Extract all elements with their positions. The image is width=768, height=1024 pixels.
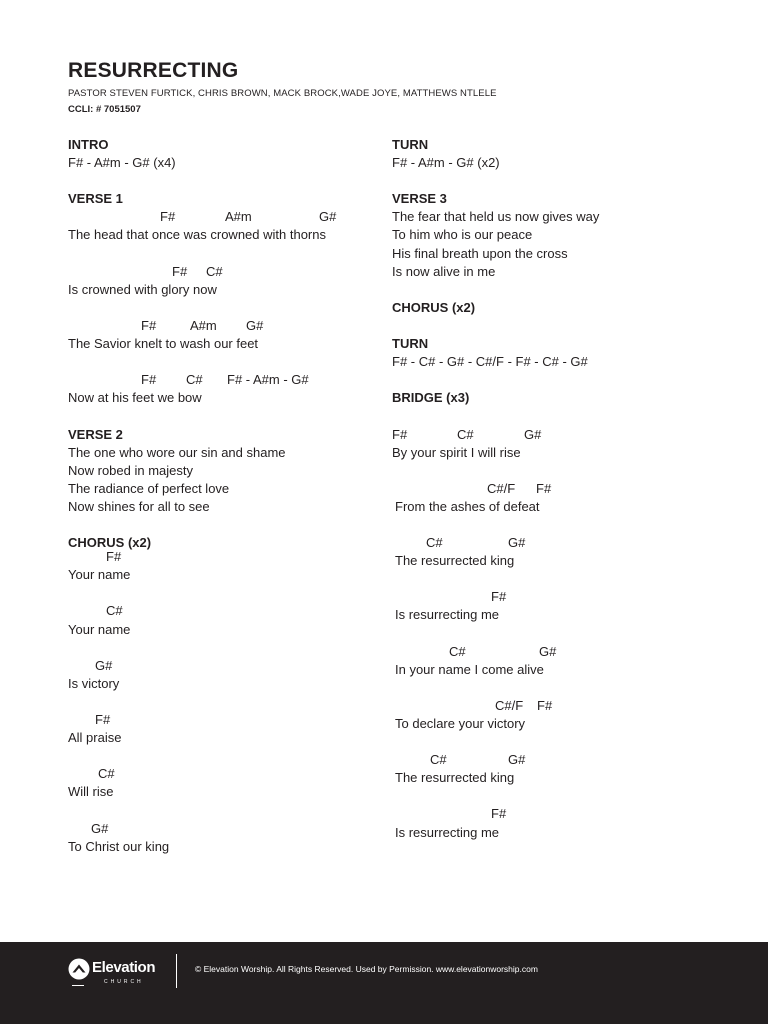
spacer xyxy=(392,371,692,389)
chord: C# xyxy=(426,535,443,551)
elevation-church-logo xyxy=(68,956,168,1000)
chord: G# xyxy=(524,426,542,442)
chord-line xyxy=(392,697,692,715)
section-heading: TURN xyxy=(392,137,429,152)
chord: G# xyxy=(508,752,526,768)
lyric-line: Now robed in majesty xyxy=(68,462,193,478)
section-verse-1 xyxy=(68,190,368,407)
chord: C# xyxy=(106,603,123,619)
chord-line xyxy=(392,643,692,661)
section-heading: CHORUS (x2) xyxy=(68,535,152,551)
section-verse-2 xyxy=(68,426,368,516)
lyric-line: All praise xyxy=(68,730,122,746)
chord-line xyxy=(68,602,368,620)
lyric-line: The fear that held us now gives way xyxy=(392,209,600,225)
section-heading: CHORUS (x2) xyxy=(392,299,476,315)
lyric-line: The resurrected king xyxy=(395,770,515,786)
chord: C# xyxy=(449,643,466,659)
spacer xyxy=(392,317,692,335)
chord: F# xyxy=(160,209,176,225)
lyric-line: Your name xyxy=(68,567,131,583)
chord: C#/F xyxy=(495,697,524,713)
chord-line xyxy=(68,711,368,729)
lyric-line: The radiance of perfect love xyxy=(68,480,230,496)
song-title: RESURRECTING xyxy=(68,59,239,82)
spacer xyxy=(392,787,692,805)
chord: G# xyxy=(246,317,264,333)
spacer xyxy=(68,639,368,657)
lyric-line: Is victory xyxy=(68,675,120,691)
spacer xyxy=(392,733,692,751)
section-verse-3 xyxy=(392,190,692,280)
chord-line xyxy=(68,371,368,389)
lyric-line: To him who is our peace xyxy=(392,227,533,243)
chord: G# xyxy=(508,535,526,551)
chord: F# xyxy=(95,712,111,727)
chord: G# xyxy=(539,643,557,659)
lyric-line: His final breath upon the cross xyxy=(392,245,568,261)
chord: G# xyxy=(319,209,337,225)
chord: F# xyxy=(491,806,507,822)
lyric-line: Is resurrecting me xyxy=(395,607,500,623)
chord: F# xyxy=(536,480,552,496)
chord-line xyxy=(392,480,692,498)
spacer xyxy=(68,299,368,317)
chord-progression: F# - A#m - G# (x4) xyxy=(68,155,176,171)
chord-line xyxy=(392,751,692,769)
logo-wordmark: Elevation xyxy=(92,959,156,976)
lyric-line: Is resurrecting me xyxy=(395,824,500,840)
footer-divider xyxy=(176,954,177,988)
section-bridge xyxy=(392,389,692,841)
chord-line xyxy=(68,820,368,838)
lyric-line: By your spirit I will rise xyxy=(392,444,521,460)
chord: C# xyxy=(98,766,115,782)
chord-line xyxy=(68,263,368,281)
logo-subtitle: CHURCH xyxy=(104,979,144,985)
spacer xyxy=(392,172,692,190)
section-heading: INTRO xyxy=(68,137,109,152)
chord-progression: F# - A#m - G# (x2) xyxy=(392,155,500,171)
lyric-line: In your name I come alive xyxy=(395,661,544,677)
chord: G# xyxy=(95,657,113,673)
chord-line xyxy=(392,534,692,552)
spacer xyxy=(68,407,368,425)
spacer xyxy=(392,516,692,534)
spacer xyxy=(68,516,368,534)
lyric-line: Now shines for all to see xyxy=(68,498,210,514)
chord: A#m xyxy=(190,317,217,333)
lyric-line: Will rise xyxy=(68,784,114,800)
chord: F# xyxy=(491,589,507,605)
chord-line xyxy=(68,548,368,566)
lyric-line: To declare your victory xyxy=(395,716,526,731)
section-chorus-2 xyxy=(392,299,692,317)
chord-line xyxy=(68,657,368,675)
chord: C# xyxy=(430,752,447,768)
spacer xyxy=(392,281,692,299)
lyric-line: Your name xyxy=(68,621,131,637)
chord: F# - A#m - G# xyxy=(227,372,309,388)
lyric-line: To Christ our king xyxy=(68,838,170,854)
lyric-line: From the ashes of defeat xyxy=(395,498,540,514)
copyright-notice: © Elevation Worship. All Rights Reserved. Used by Permission. www.elevationworship.com xyxy=(195,964,538,974)
section-turn-2 xyxy=(392,335,692,371)
spacer xyxy=(392,625,692,643)
lyric-line: The one who wore our sin and shame xyxy=(68,444,286,460)
chord: C#/F xyxy=(487,480,516,496)
chord-line xyxy=(392,426,692,444)
spacer xyxy=(68,245,368,263)
spacer xyxy=(68,353,368,371)
logo-underline xyxy=(72,985,84,986)
spacer xyxy=(392,570,692,588)
section-heading: VERSE 1 xyxy=(68,191,123,207)
lyric-line: Is crowned with glory now xyxy=(68,281,217,297)
lyric-line: Now at his feet we bow xyxy=(68,390,202,406)
chord: C# xyxy=(206,263,223,279)
section-chorus xyxy=(68,534,368,856)
chord: F# xyxy=(141,372,157,388)
chord: F# xyxy=(172,263,188,279)
section-heading: VERSE 2 xyxy=(68,426,123,442)
spacer xyxy=(68,172,368,190)
chord-line xyxy=(392,588,692,606)
section-heading: TURN xyxy=(392,336,429,352)
spacer xyxy=(68,584,368,602)
chord: F# xyxy=(392,426,408,442)
chord-line xyxy=(392,805,692,823)
spacer xyxy=(68,747,368,765)
section-intro xyxy=(68,136,368,172)
lyric-line: The resurrected king xyxy=(395,553,515,569)
chord: F# xyxy=(141,317,157,333)
chord: A#m xyxy=(225,209,252,225)
chord: F# xyxy=(537,697,553,713)
right-column xyxy=(392,136,692,842)
lyric-line: The head that once was crowned with thorns xyxy=(68,227,326,243)
chord: G# xyxy=(91,820,109,836)
lyric-line: The Savior knelt to wash our feet xyxy=(68,336,259,352)
spacer xyxy=(392,462,692,480)
spacer xyxy=(68,693,368,711)
ccli-number: CCLI: # 7051507 xyxy=(68,104,141,115)
chord-line xyxy=(68,765,368,783)
spacer xyxy=(392,407,692,425)
chord: C# xyxy=(186,372,203,388)
spacer xyxy=(68,801,368,819)
section-heading: BRIDGE (x3) xyxy=(392,390,470,406)
song-authors: PASTOR STEVEN FURTICK, CHRIS BROWN, MACK BROCK,WADE JOYE, MATTHEWS NTLELE xyxy=(68,88,497,99)
chord-progression: F# - C# - G# - C#/F - F# - C# - G# xyxy=(392,354,588,370)
chord: F# xyxy=(106,549,122,565)
spacer xyxy=(392,679,692,697)
left-column xyxy=(68,136,368,856)
section-heading: VERSE 3 xyxy=(392,191,447,207)
chord-line xyxy=(68,317,368,335)
lyric-line: Is now alive in me xyxy=(392,263,496,279)
section-turn-1 xyxy=(392,136,692,172)
footer-bar xyxy=(0,942,768,1024)
chord: C# xyxy=(457,426,474,442)
chord-line xyxy=(68,208,368,226)
elevation-logo-icon xyxy=(68,958,90,980)
